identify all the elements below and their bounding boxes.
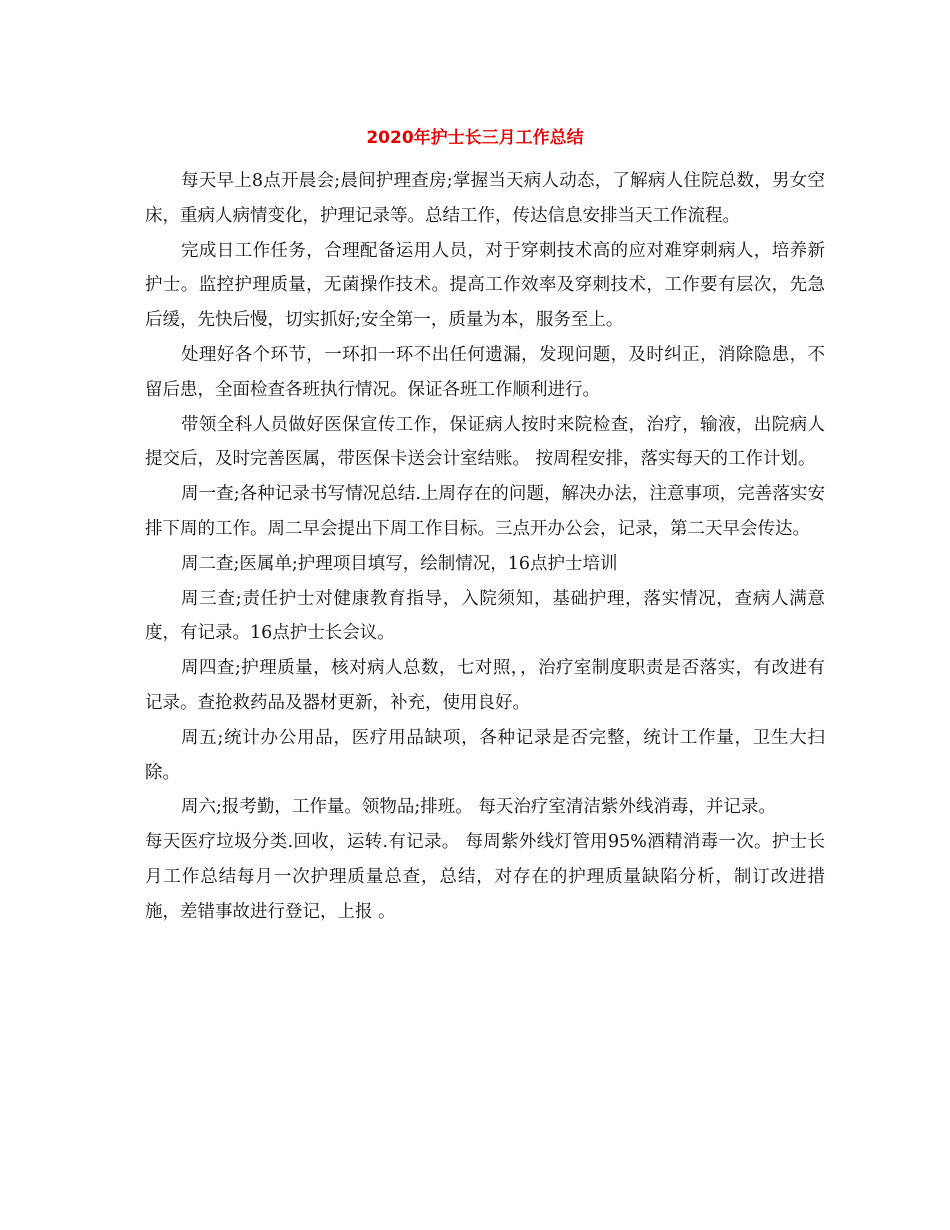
paragraph: 周三查;责任护士对健康教育指导，入院须知，基础护理，落实情况，查病人满意度，有记录。16点护士长会议。 <box>145 588 825 644</box>
paragraph: 周五;统计办公用品，医疗用品缺项，各种记录是否完整，统计工作量，卫生大扫除。 <box>145 727 825 783</box>
paragraph: 每天医疗垃圾分类.回收，运转.有记录。 每周紫外线灯管用95%酒精消毒一次。护士长月工作总结每月一次护理质量总查，总结，对存在的护理质量缺陷分析，制订改进措施，差错事故进行登记，上报 。 <box>145 832 825 922</box>
paragraph: 处理好各个环节，一环扣一环不出任何遗漏，发现问题，及时纠正，消除隐患，不留后患，全面检查各班执行情况。保证各班工作顺利进行。 <box>145 344 825 400</box>
document-title: 2020年护士长三月工作总结 <box>366 128 584 148</box>
paragraph: 周一查;各种记录书写情况总结.上周存在的问题，解决办法，注意事项，完善落实安排下周的工作。周二早会提出下周工作目标。三点开办公会，记录，第二天早会传达。 <box>145 484 825 539</box>
paragraph: 周二查;医属单;护理项目填写，绘制情况，16点护士培训 <box>181 553 618 574</box>
paragraph: 周六;报考勤，工作量。领物品;排班。 每天治疗室清洁紫外线消毒，并记录。 <box>181 797 776 818</box>
paragraph: 周四查;护理质量，核对病人总数，七对照，，治疗室制度职责是否落实，有改进有记录。查抢救药品及器材更新，补充，使用良好。 <box>145 658 825 713</box>
paragraph: 完成日工作任务，合理配备运用人员，对于穿刺技术高的应对难穿刺病人，培养新护士。监控护理质量，无菌操作技术。提高工作效率及穿刺技术，工作要有层次，先急后缓，先快后慢，切实抓好;安全第一，质量为本，服务至上。 <box>145 240 825 331</box>
paragraph: 每天早上8点开晨会;晨间护理查房;掌握当天病人动态，了解病人住院总数，男女空床，重病人病情变化，护理记录等。总结工作，传达信息安排当天工作流程。 <box>145 171 825 226</box>
document-body <box>145 164 825 930</box>
paragraph: 带领全科人员做好医保宣传工作，保证病人按时来院检查，治疗，输液，出院病人提交后，及时完善医属，带医保卡送会计室结账。 按周程安排，落实每天的工作计划。 <box>145 414 825 470</box>
